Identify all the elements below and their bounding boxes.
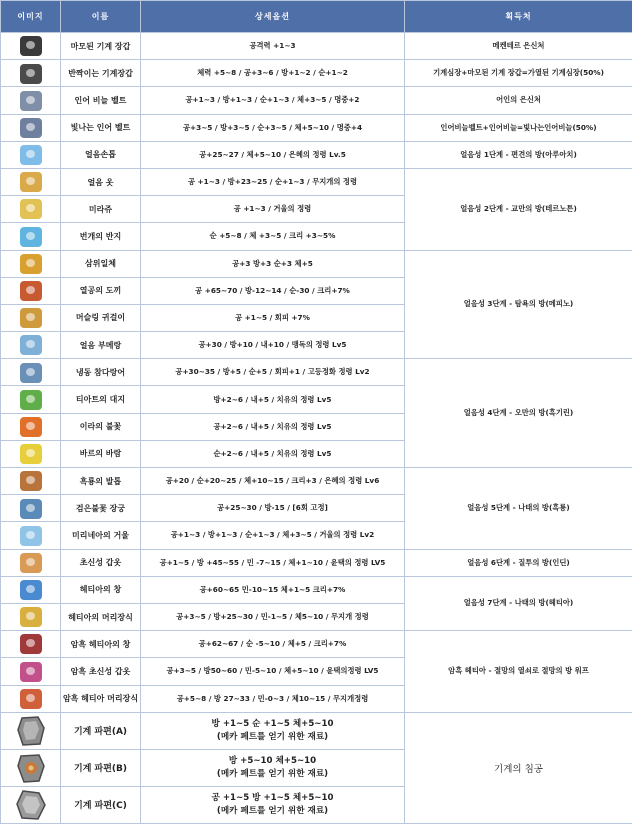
item-name: 얼음 부메랑 — [61, 332, 141, 359]
fragment-name: 기계 파편(A) — [61, 712, 141, 749]
item-name: 얼음 옷 — [61, 168, 141, 195]
item-detail: 방+2~6 / 내+5 / 치유의 정령 Lv5 — [141, 386, 405, 413]
item-name: 암흑 헤티아 머리장식 — [61, 685, 141, 712]
item-detail: 공+25~27 / 체+5~10 / 은혜의 정령 Lv.5 — [141, 141, 405, 168]
item-detail: 공+60~65 민-10~15 체+1~5 크리+7% — [141, 576, 405, 603]
fragment-name: 기계 파편(C) — [61, 786, 141, 823]
item-detail: 공+30 / 방+10 / 내+10 / 맹독의 정령 Lv5 — [141, 332, 405, 359]
item-name: 번개의 반지 — [61, 223, 141, 250]
fragment-stats: 공 +1~5 방 +1~5 체+5~10 — [211, 793, 334, 804]
item-detail: 공+62~67 / 순 -5~10 / 체+5 / 크리+7% — [141, 631, 405, 658]
item-name: 티아트의 대지 — [61, 386, 141, 413]
shiny-machine-glove-icon — [20, 64, 42, 84]
item-name: 이라의 불꽃 — [61, 413, 141, 440]
fragment-note: (메카 페트를 얻기 위한 재료) — [216, 805, 329, 816]
fragment-note: (메카 페트를 얻기 위한 재료) — [216, 731, 329, 742]
item-name: 헤티아의 창 — [61, 576, 141, 603]
item-source: 기계심장+마모된 기계 장갑=가열된 기계심장(50%) — [405, 60, 632, 87]
item-name: 미리네아의 거울 — [61, 522, 141, 549]
supernova-armor-icon — [20, 553, 42, 573]
fragment-note: (메카 페트를 얻기 위한 재료) — [216, 768, 329, 779]
item-name: 머슬링 귀걸이 — [61, 304, 141, 331]
item-name: 암흑 헤티아의 창 — [61, 631, 141, 658]
flame-icon — [20, 417, 42, 437]
item-source: 얼음성 2단계 - 교만의 방(테르노튼) — [405, 168, 632, 250]
item-detail: 공+25~30 / 방-15 / [6회 고정] — [141, 495, 405, 522]
fragment-detail — [141, 786, 405, 823]
fragment-row — [1, 712, 632, 749]
spear-icon — [20, 580, 42, 600]
earth-icon — [20, 390, 42, 410]
item-detail: 공격력 +1~3 — [141, 33, 405, 60]
item-source: 인어비늘벨트+인어비늘=빛나는인어비늘(50%) — [405, 114, 632, 141]
item-source: 암흑 헤티아 - 절망의 열쇠로 절망의 방 워프 — [405, 631, 632, 713]
item-detail: 체력 +5~8 / 공+3~6 / 방+1~2 / 순+1~2 — [141, 60, 405, 87]
item-detail: 순+2~6 / 내+5 / 치유의 정령 Lv5 — [141, 440, 405, 467]
longbow-icon — [20, 499, 42, 519]
wind-icon — [20, 444, 42, 464]
item-name: 헤티아의 머리장식 — [61, 603, 141, 630]
table-row — [1, 114, 632, 141]
item-source: 메켄테르 은신처 — [405, 33, 632, 60]
table-row — [1, 468, 632, 495]
frozen-tuna-icon — [20, 363, 42, 383]
item-name: 냉동 참다랑어 — [61, 359, 141, 386]
item-source: 얼음성 1단계 - 편견의 방(아루아치) — [405, 141, 632, 168]
fragment-stats: 방 +5~10 체+5~10 — [228, 756, 317, 767]
dark-headdress-icon — [20, 689, 42, 709]
machine-glove-icon — [20, 36, 42, 56]
fragment-detail — [141, 712, 405, 749]
header-row — [1, 1, 632, 33]
table-row — [1, 549, 632, 576]
table-row — [1, 60, 632, 87]
item-detail: 공+1~5 / 방 +45~55 / 민 -7~15 / 체+1~10 / 윤택의 정령 LV5 — [141, 549, 405, 576]
header-detail: 상세옵션 — [141, 1, 405, 33]
item-name: 검은불꽃 장궁 — [61, 495, 141, 522]
table-row — [1, 576, 632, 603]
item-detail: 공+3~5 / 방50~60 / 민-5~10 / 체+5~10 / 윤택의정령 LV5 — [141, 658, 405, 685]
item-detail: 공+20 / 순+20~25 / 체+10~15 / 크리+3 / 은혜의 정령 Lv6 — [141, 468, 405, 495]
lightning-ring-icon — [20, 227, 42, 247]
table-row — [1, 141, 632, 168]
item-name: 바르의 바람 — [61, 440, 141, 467]
item-name: 마모된 기계 장갑 — [61, 33, 141, 60]
axe-icon — [20, 281, 42, 301]
dark-supernova-armor-icon — [20, 662, 42, 682]
earring-icon — [20, 308, 42, 328]
item-detail: 공 +1~3 / 방+23~25 / 순+1~3 / 무지개의 정령 — [141, 168, 405, 195]
table-row — [1, 168, 632, 195]
item-source: 얼음성 5단계 - 나태의 방(흑룡) — [405, 468, 632, 550]
black-dragon-claw-icon — [20, 471, 42, 491]
trinity-icon — [20, 254, 42, 274]
table-row — [1, 87, 632, 114]
table-row — [1, 631, 632, 658]
item-source: 얼음성 4단계 - 오만의 방(흑기린) — [405, 359, 632, 468]
item-detail: 공+3~5 / 방+3~5 / 순+3~5 / 체+5~10 / 명중+4 — [141, 114, 405, 141]
mirror-icon — [20, 526, 42, 546]
dark-spear-icon — [20, 634, 42, 654]
item-detail: 공 +65~70 / 방-12~14 / 순-30 / 크리+7% — [141, 277, 405, 304]
machine-fragment-a-icon — [14, 714, 48, 748]
item-name: 열공의 도끼 — [61, 277, 141, 304]
item-name: 초신성 갑옷 — [61, 549, 141, 576]
item-detail: 공+1~3 / 방+1~3 / 순+1~3 / 체+3~5 / 거울의 정령 Lv2 — [141, 522, 405, 549]
fragment-source: 기계의 침공 — [405, 712, 632, 823]
item-detail: 공+1~3 / 방+1~3 / 순+1~3 / 체+3~5 / 명중+2 — [141, 87, 405, 114]
item-name: 암흑 초신성 갑옷 — [61, 658, 141, 685]
item-source: 얼음성 6단계 - 질투의 방(인딘) — [405, 549, 632, 576]
item-name: 미라쥬 — [61, 196, 141, 223]
item-detail: 공+3~5 / 방+25~30 / 민-1~5 / 체5~10 / 무지개 정령 — [141, 603, 405, 630]
item-name: 빛나는 인어 벨트 — [61, 114, 141, 141]
item-detail: 순 +5~8 / 체 +3~5 / 크리 +3~5% — [141, 223, 405, 250]
machine-fragment-b-icon — [14, 751, 48, 785]
item-name: 흑룡의 발톱 — [61, 468, 141, 495]
fragment-stats: 방 +1~5 순 +1~5 체+5~10 — [211, 719, 334, 730]
fragment-name: 기계 파편(B) — [61, 749, 141, 786]
item-detail: 공 +1~3 / 거울의 정령 — [141, 196, 405, 223]
item-source: 얼음성 7단계 - 나태의 방(헤티아) — [405, 576, 632, 630]
item-detail: 공+30~35 / 방+5 / 순+5 / 회피+1 / 고등정화 정령 Lv2 — [141, 359, 405, 386]
mirage-icon — [20, 199, 42, 219]
header-image: 이미지 — [1, 1, 61, 33]
shining-mermaid-belt-icon — [20, 118, 42, 138]
ice-boomerang-icon — [20, 335, 42, 355]
item-name: 반짝이는 기계장갑 — [61, 60, 141, 87]
header-name: 이름 — [61, 1, 141, 33]
table-row — [1, 359, 632, 386]
headdress-icon — [20, 607, 42, 627]
item-name: 인어 비늘 벨트 — [61, 87, 141, 114]
header-source: 획득처 — [405, 1, 632, 33]
table-row — [1, 33, 632, 60]
item-detail: 공+2~6 / 내+5 / 치유의 정령 Lv5 — [141, 413, 405, 440]
item-detail: 공+3 방+3 순+3 체+5 — [141, 250, 405, 277]
item-detail: 공+5~8 / 방 27~33 / 민-0~3 / 체10~15 / 무지개정령 — [141, 685, 405, 712]
item-name: 얼음손톱 — [61, 141, 141, 168]
table-row — [1, 250, 632, 277]
item-name: 삼위일체 — [61, 250, 141, 277]
ice-claw-icon — [20, 145, 42, 165]
item-source: 얼음성 3단계 - 탐욕의 방(메피노) — [405, 250, 632, 359]
ice-clothes-icon — [20, 172, 42, 192]
fragment-detail — [141, 749, 405, 786]
machine-fragment-c-icon — [14, 788, 48, 822]
item-detail: 공 +1~5 / 회피 +7% — [141, 304, 405, 331]
mermaid-belt-icon — [20, 91, 42, 111]
item-source: 어인의 은신처 — [405, 87, 632, 114]
